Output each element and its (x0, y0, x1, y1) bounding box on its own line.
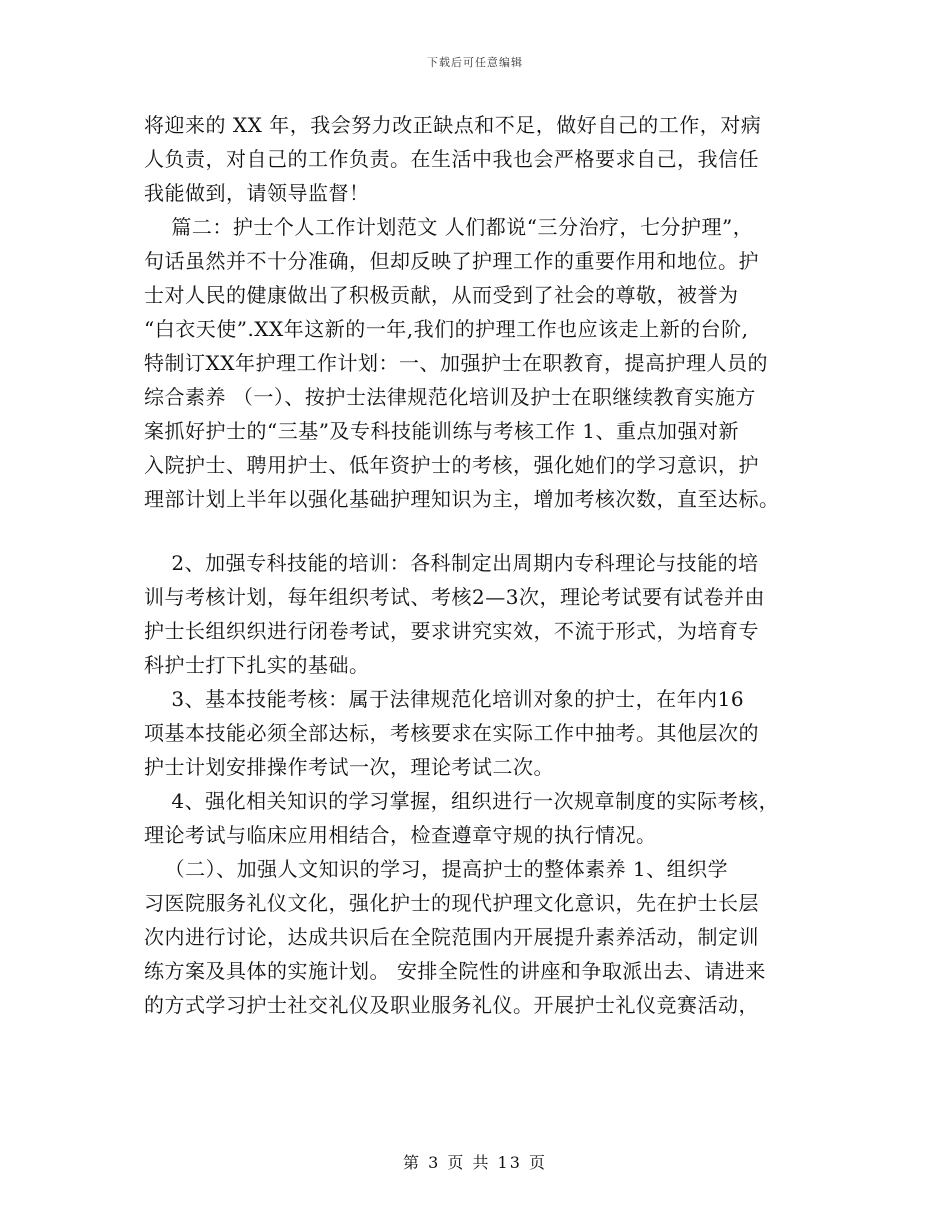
text-line: 项基本技能必须全部达标，考核要求在实际工作中抽考。其他层次的 (144, 721, 759, 745)
paragraph-gap (144, 516, 844, 546)
paragraph (144, 108, 844, 210)
text-line: 的方式学习护士社交礼仪及职业服务礼仪。开展护士礼仪竞赛活动， (144, 993, 759, 1017)
text-line: 习医院服务礼仪文化，强化护士的现代护理文化意识，先在护士长层 (144, 891, 759, 915)
text-line: 护士计划安排操作考试一次，理论考试二次。 (144, 755, 554, 779)
text-line: 训与考核计划，每年组织考试、考核2—3次，理论考试要有试卷并由 (144, 585, 765, 609)
text-line: 案抓好护士的“三基”及专科技能训练与考核工作 1、重点加强对新 (144, 419, 740, 443)
text-line: 特制订XX年护理工作计划：一、加强护士在职教育，提高护理人员的 (144, 351, 768, 375)
text-line: 3、基本技能考核：属于法律规范化培训对象的护士，在年内16 (144, 687, 745, 711)
text-line: 练方案及具体的实施计划。 安排全院性的讲座和争取派出去、请进来 (144, 959, 766, 983)
text-line: 士对人民的健康做出了积极贡献，从而受到了社会的尊敬，被誉为 (144, 283, 739, 307)
text-line: 护士长组织织进行闭卷考试，要求讲究实效，不流于形式，为培育专 (144, 619, 759, 643)
paragraph (144, 210, 844, 516)
paragraph (144, 852, 844, 1022)
text-line: 理论考试与临床应用相结合，检查遵章守规的执行情况。 (144, 823, 657, 847)
text-line: 人负责，对自己的工作负责。在生活中我也会严格要求自己，我信任 (144, 147, 759, 171)
text-line: 4、强化相关知识的学习掌握，组织进行一次规章制度的实际考核， (144, 789, 780, 813)
text-line: 句话虽然并不十分准确，但却反映了护理工作的重要作用和地位。护 (144, 249, 759, 273)
text-line: 科护士打下扎实的基础。 (144, 653, 370, 677)
text-line: （二）、加强人文知识的学习，提高护士的整体素养 1、组织学 (144, 857, 729, 881)
text-line: 理部计划上半年以强化基础护理知识为主，增加考核次数，直至达标。 (144, 487, 780, 511)
text-line: “白衣天使”.XX年这新的一年,我们的护理工作也应该走上新的台阶, (144, 317, 749, 341)
page-header: 下载后可任意编辑 (427, 56, 523, 69)
document-body (144, 108, 844, 1022)
text-line: 我能做到，请领导监督！ (144, 181, 370, 205)
text-line: 综合素养 （一）、按护士法律规范化培训及护士在职继续教育实施方 (144, 385, 756, 409)
paragraph (144, 784, 844, 852)
text-line: 2、加强专科技能的培训：各科制定出周期内专科理论与技能的培 (144, 551, 759, 575)
text-line: 次内进行讨论，达成共识后在全院范围内开展提升素养活动，制定训 (144, 925, 759, 949)
paragraph (144, 682, 844, 784)
paragraph (144, 546, 844, 682)
text-line: 篇二：护士个人工作计划范文 人们都说“三分治疗，七分护理”， (144, 215, 754, 239)
page-number-footer: 第 3 页 共 13 页 (403, 1153, 547, 1172)
text-line: 入院护士、聘用护士、低年资护士的考核，强化她们的学习意识，护 (144, 453, 759, 477)
text-line: 将迎来的 XX 年，我会努力改正缺点和不足，做好自己的工作，对病 (144, 113, 762, 137)
